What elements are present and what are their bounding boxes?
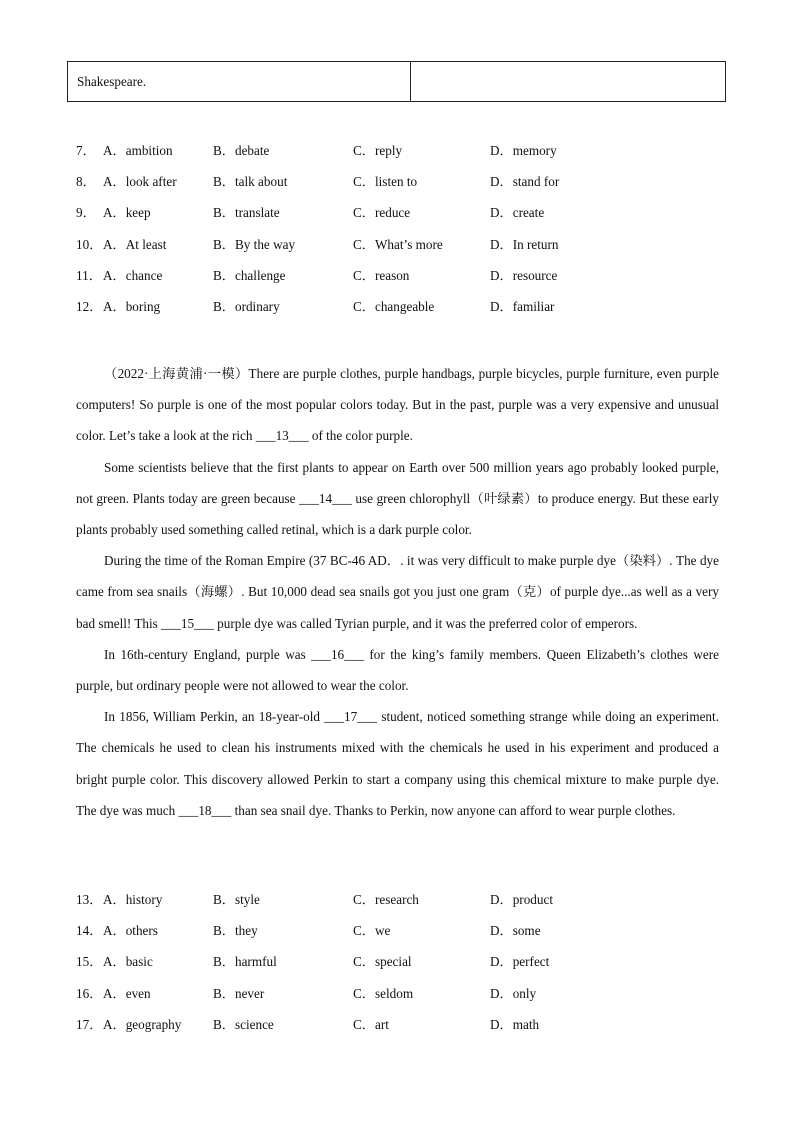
option-a: A．history [103,892,163,907]
option-a: A．ambition [103,143,173,158]
option-c: C．changeable [353,298,435,314]
question-number: 16． [76,985,103,1001]
option-a: A．look after [103,174,177,190]
option-a: A．chance [103,267,163,283]
question-number: 9． [76,205,96,221]
option-b: B．science [213,1016,274,1032]
option-a: A．At least [103,236,167,252]
passage-paragraph: During the time of the Roman Empire (37 BC-46 AD．. it was very difficult to make purple dye（染料）. The dye came from sea snails（海螺）. But 10,000 dead sea snails got you just one gram（克）of purple dye...as well as a very bad smell! This ___15___ purple dye was called Tyrian purple, and it was the preferred color of emperors. [76,553,719,631]
option-b: B．By the way [213,236,296,252]
option-b: B．debate [213,143,270,158]
question-row [0,266,794,297]
option-d: D．stand for [490,174,560,190]
question-number: 17． [76,1016,103,1032]
option-c: C．art [353,1016,389,1032]
passage-paragraph: Some scientists believe that the first plants to appear on Earth over 500 million years ago probably looked purple, not green. Plants today are green because ___14___ use green chlorophyll（叶绿素）to produce energy. But these early plants probably used something called retinal, which is a dark purple color. [76,459,719,538]
option-a: A．even [103,985,151,1001]
question-number: 7． [76,143,96,158]
table-cell-left: Shakespeare. [68,62,411,101]
question-row [0,203,794,234]
option-c: C．reply [353,143,403,158]
question-number: 8． [76,174,96,190]
question-row [0,235,794,266]
question-number: 12． [76,298,103,314]
option-b: B．talk about [213,174,288,190]
option-d: D．product [490,892,553,907]
option-b: B．ordinary [213,298,280,314]
option-c: C．reason [353,267,410,283]
option-d: D．memory [490,143,557,158]
answer-table [67,61,726,102]
passage-paragraph: In 16th-century England, purple was ___16___ for the king’s family members. Queen Elizabeth’s clothes were purple, but ordinary people were not allowed to wear the color. [76,646,719,694]
option-d: D．In return [490,236,559,252]
option-d: D．familiar [490,298,555,314]
option-a: A．boring [103,298,161,314]
option-c: C．What’s more [353,236,443,252]
question-row [0,890,794,921]
question-row [0,952,794,983]
option-b: B．they [213,923,258,939]
option-c: C．we [353,923,391,939]
question-row [0,172,794,203]
options-group-2 [0,890,794,1046]
option-a: A．others [103,923,158,939]
option-b: B．challenge [213,267,286,283]
option-c: C．reduce [353,205,411,221]
option-c: C．research [353,892,419,907]
question-number: 13． [76,892,103,907]
option-d: D．perfect [490,954,550,970]
reading-passage [76,358,719,826]
question-row [0,141,794,172]
option-a: A．geography [103,1016,182,1032]
option-d: D．create [490,205,545,221]
option-c: C．special [353,954,412,970]
table-cell-right [411,62,725,101]
option-d: D．some [490,923,541,939]
question-row [0,1015,794,1046]
question-number: 11． [76,267,102,283]
option-c: C．seldom [353,985,414,1001]
question-number: 15． [76,954,103,970]
option-b: B．never [213,985,265,1001]
option-b: B．translate [213,205,280,221]
option-b: B．style [213,892,260,907]
option-c: C．listen to [353,174,418,190]
option-d: D．only [490,985,537,1001]
option-b: B．harmful [213,954,277,970]
passage-paragraph: In 1856, William Perkin, an 18-year-old ___17___ student, noticed something strange while doing an experiment. The chemicals he used to clean his instruments mixed with the chemicals he used in his experiment and produced a bright purple color. This discovery allowed Perkin to start a company using this chemical mixture to make purple dye. The dye was much ___18___ than sea snail dye. Thanks to Perkin, now anyone can afford to wear purple clothes. [76,709,719,818]
option-a: A．basic [103,954,153,970]
question-number: 10． [76,236,103,252]
option-d: D．resource [490,267,558,283]
option-d: D．math [490,1016,540,1032]
options-group-1 [0,141,794,328]
question-row [0,921,794,952]
question-row [0,297,794,328]
passage-paragraph: （2022·上海黄浦·一模）There are purple clothes, purple handbags, purple bicycles, purple furniture, even purple computers! So purple is one of the most popular colors today. But in the past, purple was a very expensive and unusual color. Let’s take a look at the rich ___13___ of the color purple. [76,366,719,444]
question-number: 14． [76,923,103,939]
option-a: A．keep [103,205,151,221]
question-row [0,984,794,1015]
